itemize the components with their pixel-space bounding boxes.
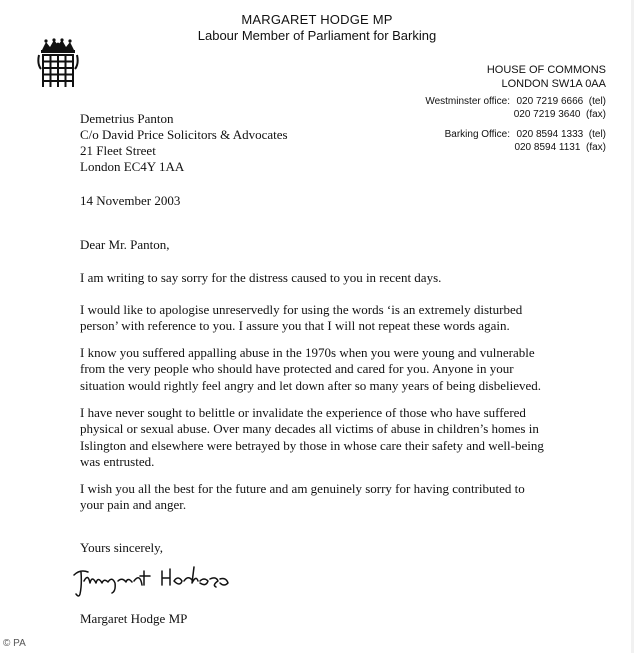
address-line-2: LONDON SW1A 0AA (501, 78, 606, 90)
handwritten-signature (70, 563, 270, 599)
letterhead-role: Labour Member of Parliament for Barking (197, 28, 437, 43)
westminster-tel: 020 7219 6666 (tel) (516, 96, 606, 107)
westminster-office-label: Westminster office: (425, 96, 510, 107)
recipient-care-of: C/o David Price Solicitors & Advocates (80, 127, 288, 142)
letterhead-name: MARGARET HODGE MP (241, 12, 393, 27)
photo-credit: © PA (3, 638, 26, 649)
paragraph-5: I wish you all the best for the future and am genuinely sorry for having contributed to your pain and anger. (80, 481, 525, 513)
salutation: Dear Mr. Panton, (80, 237, 170, 252)
portcullis-icon (36, 38, 80, 90)
letter-date: 14 November 2003 (80, 193, 181, 208)
recipient-name: Demetrius Panton (80, 111, 174, 126)
signoff-name: Margaret Hodge MP (80, 611, 188, 626)
barking-tel: 020 8594 1333 (tel) (516, 129, 606, 140)
westminster-fax: 020 7219 3640 (fax) (513, 109, 606, 120)
paragraph-2: I would like to apologise unreservedly for using the words ‘is an extremely disturbed person’ with reference to you. I assure you that I will not repeat these words again. (80, 302, 523, 334)
address-line-1: HOUSE OF COMMONS (486, 64, 606, 76)
closing: Yours sincerely, (80, 540, 164, 555)
barking-office-label: Barking Office: (444, 129, 510, 140)
recipient-city: London EC4Y 1AA (80, 159, 185, 174)
paragraph-1: I am writing to say sorry for the distress caused to you in recent days. (80, 270, 442, 285)
recipient-street: 21 Fleet Street (80, 143, 156, 158)
barking-fax: 020 8594 1131 (fax) (514, 142, 606, 153)
paragraph-3: I know you suffered appalling abuse in the 1970s when you were young and vulnerable from the very people who should have protected and cared for you. Anyone in your situation would rightly feel angry and let down after so many years of being disbelieved. (80, 345, 542, 393)
paragraph-4: I have never sought to belittle or invalidate the experience of those who have suffered physical or sexual abuse. Over many decades all victims of abuse in children’s homes in Islington and elsewhere were betrayed by those in whose care their safety and well-being was entrusted. (80, 405, 544, 469)
